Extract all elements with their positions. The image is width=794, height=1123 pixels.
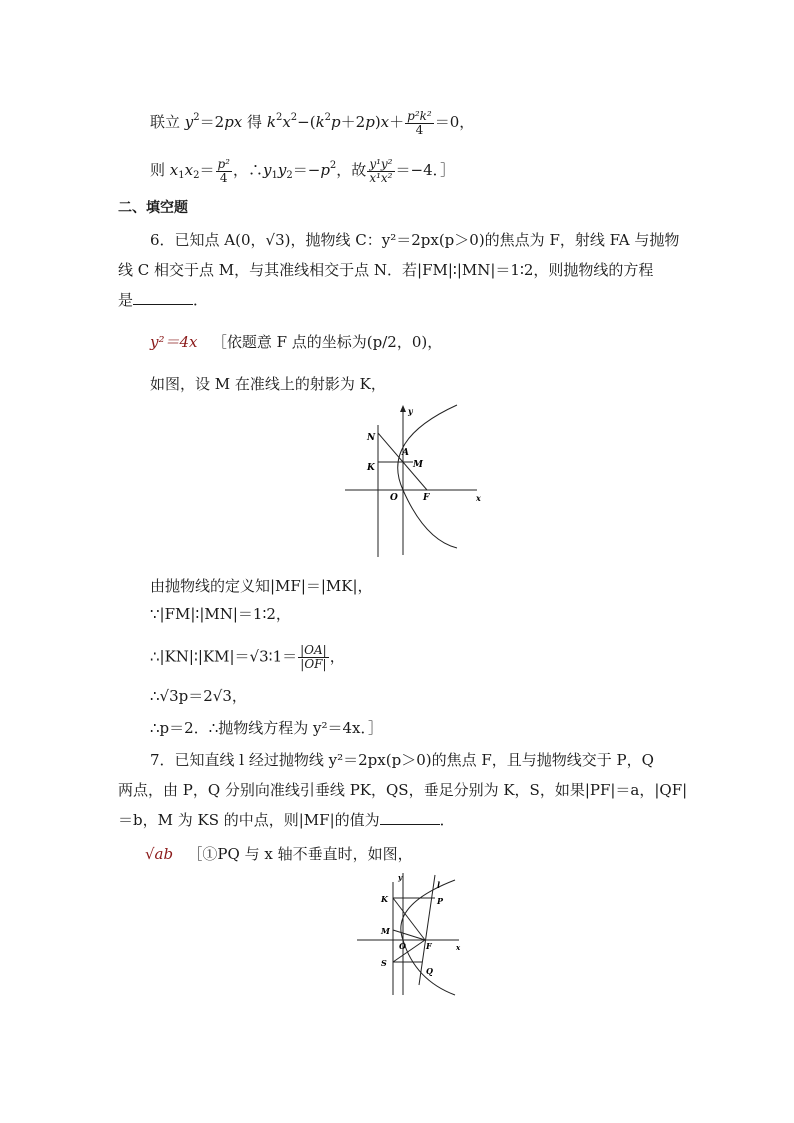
question-7-line-3: ＝b，M 为 KS 的中点，则|MF|的值为 ．: [118, 811, 455, 829]
answer-6-line-3: 由抛物线的定义知|MF|＝|MK|，: [150, 577, 373, 595]
answer-blank: [133, 290, 193, 305]
label-q: Q: [426, 966, 433, 976]
answer-6: y²＝4x: [150, 333, 198, 351]
question-7-line-2: 两点，由 P，Q 分别向准线引垂线 PK，QS，垂足分别为 K，S，如果|PF|＝a，|QF|: [118, 781, 688, 799]
figure-parabola-2: [355, 870, 470, 1000]
label-l: l: [437, 880, 441, 890]
answer-6-line-7: ∴p＝2．∴抛物线方程为 y²＝4x．］: [150, 719, 383, 737]
fraction: $\frac{\text{p²k²}}{4}$: [407, 108, 432, 137]
label-m: M: [413, 460, 423, 470]
label-y: y: [408, 406, 413, 416]
answer-blank: [380, 810, 440, 825]
question-6-line-2: 线 C 相交于点 M，与其准线相交于点 N．若|FM|∶|MN|＝1∶2，则抛物线的方程: [118, 261, 654, 279]
answer-6-line-2: 如图，设 M 在准线上的射影为 K，: [150, 375, 386, 393]
answer-7: √ab: [145, 845, 174, 863]
section-title: 二、填空题: [118, 200, 188, 216]
question-6-line-3: 是 ．: [118, 291, 209, 309]
label-x: x: [456, 943, 461, 952]
answer-6-line-5: ∴|KN|∶|KM|＝√3∶1＝ $\frac{|OA|}{|OF|}$ ，: [150, 643, 345, 671]
question-7-line-1: 7．已知直线 l 经过抛物线 y²＝2px(p＞0)的焦点 F，且与抛物线交于 P，Q: [150, 751, 654, 769]
label-n: N: [367, 433, 376, 443]
answer-6-line-1: y²＝4x ［依题意 F 点的坐标为(p/2，0)，: [150, 333, 443, 351]
label-a: A: [402, 448, 409, 458]
label-f: F: [426, 941, 432, 951]
label-m: M: [381, 926, 390, 936]
label-o: O: [399, 941, 406, 951]
fraction: $\frac{|OA|}{|OF|}$: [300, 643, 327, 671]
label-f: F: [423, 493, 430, 503]
answer-6-line-4: ∵|FM|∶|MN|＝1∶2，: [150, 605, 291, 623]
label-y: y: [398, 873, 403, 882]
fraction: $\frac{\text{p²}}{4}$: [217, 156, 230, 185]
label-p: P: [437, 896, 444, 906]
figure-parabola-1: [335, 400, 490, 560]
line-combine: 联立 $y^2=2px$ 得 $k^2x^2-(k^2p+2p)x+$ $\frac{\text{p²k²}}{4}$ ＝0，: [150, 108, 475, 137]
label-k: K: [367, 463, 375, 473]
answer-6-line-6: ∴√3p＝2√3，: [150, 687, 247, 705]
label-s: S: [381, 958, 387, 968]
label-o: O: [390, 493, 398, 503]
label-x: x: [476, 493, 481, 503]
question-6-line-1: 6．已知点 A(0，√3)，抛物线 C：y²＝2px(p＞0)的焦点为 F，射线 FA 与抛物: [150, 231, 680, 249]
answer-7-line-1: √ab ［①PQ 与 x 轴不垂直时，如图，: [145, 845, 413, 863]
line-product: 则 $x_1x_2=$ $\frac{\text{p²}}{4}$ ，$\therefore y_1y_2=-p^2$，故 $\frac{\text{y¹y²}}{\text{x¹x²}}$ ＝−4．］: [150, 156, 456, 185]
label-k: K: [381, 894, 388, 904]
fraction: $\frac{\text{y¹y²}}{\text{x¹x²}}$: [369, 156, 393, 185]
